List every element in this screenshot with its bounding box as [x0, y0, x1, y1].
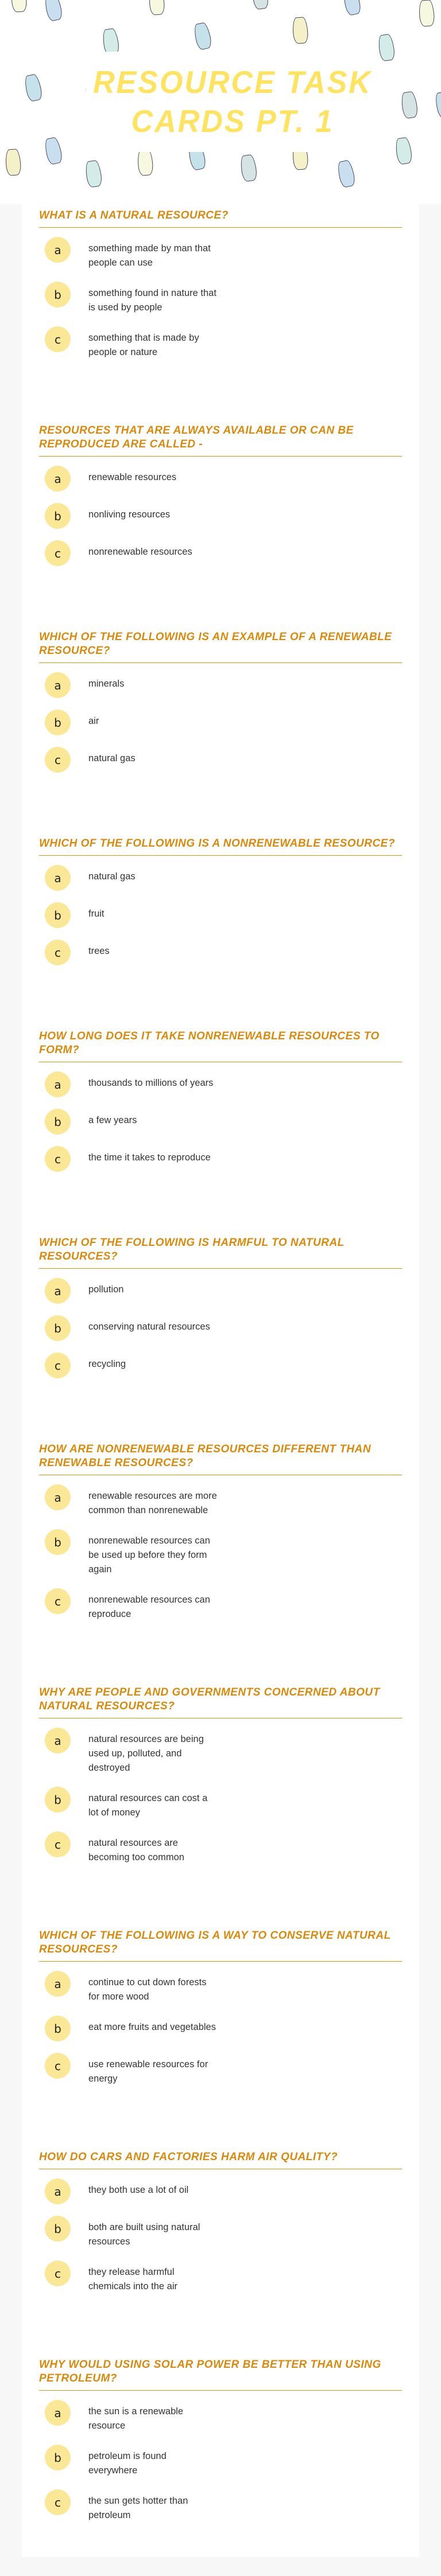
answer-options [39, 663, 402, 784]
answer-option-c[interactable] [45, 1353, 224, 1378]
option-text: they release harmful chemicals into the air [88, 2267, 177, 2291]
page-title-line-2: CARDS PT. 1 [131, 104, 334, 139]
option-letter-badge: a [45, 672, 71, 698]
option-letter-badge: b [45, 282, 71, 307]
answer-options [39, 228, 402, 371]
question-card [39, 1929, 402, 2098]
option-text: the sun gets hotter than petroleum [88, 2496, 188, 2520]
header-banner [0, 0, 441, 204]
answer-options [39, 1962, 402, 2098]
option-letter-badge: b [45, 503, 71, 529]
option-text: natural resources are becoming too common [88, 1838, 184, 1862]
question-title: WHY ARE PEOPLE AND GOVERNMENTS CONCERNED ABOUT NATURAL RESOURCES? [39, 1686, 402, 1718]
answer-option-a[interactable] [45, 1971, 224, 2004]
answer-options [39, 2169, 402, 2305]
answer-option-a[interactable] [45, 1071, 224, 1097]
raindrop-icon [5, 149, 21, 176]
option-letter-badge: c [45, 1353, 71, 1378]
option-text: minerals [88, 679, 125, 689]
answer-option-b[interactable] [45, 902, 224, 928]
answer-options [39, 457, 402, 578]
answer-option-a[interactable] [45, 237, 224, 270]
option-text: natural resources can cost a lot of money [88, 1793, 208, 1818]
answer-option-a[interactable] [45, 2400, 224, 2433]
question-card [39, 1443, 402, 1633]
option-letter-badge: c [45, 1146, 71, 1172]
answer-option-c[interactable] [45, 1831, 224, 1865]
option-text: petroleum is found everywhere [88, 2451, 167, 2476]
option-letter-badge: a [45, 237, 71, 263]
answer-option-c[interactable] [45, 1588, 224, 1622]
option-letter-badge: c [45, 1588, 71, 1614]
raindrop-icon [336, 159, 357, 188]
answer-option-b[interactable] [45, 2445, 224, 2478]
option-letter-badge: b [45, 710, 71, 735]
question-title: WHAT IS A NATURAL RESOURCE? [39, 209, 402, 228]
option-letter-badge: a [45, 1484, 71, 1510]
answer-option-a[interactable] [45, 1278, 224, 1304]
raindrop-icon [10, 0, 27, 13]
option-text: natural gas [88, 753, 136, 763]
title-box [86, 52, 379, 152]
raindrop-icon [434, 91, 441, 119]
answer-option-a[interactable] [45, 466, 224, 492]
answer-option-c[interactable] [45, 326, 224, 360]
answer-options [39, 2391, 402, 2534]
question-card [39, 2358, 402, 2534]
answer-option-c[interactable] [45, 2053, 224, 2086]
option-letter-badge: c [45, 540, 71, 566]
question-card [39, 1686, 402, 1876]
raindrop-icon [84, 159, 103, 188]
answer-option-a[interactable] [45, 672, 224, 698]
option-text: eat more fruits and vegetables [88, 2022, 216, 2032]
option-text: nonliving resources [88, 509, 171, 520]
answer-option-b[interactable] [45, 1109, 224, 1135]
option-text: they both use a lot of oil [88, 2185, 189, 2195]
raindrop-icon [239, 154, 258, 182]
option-letter-badge: b [45, 1109, 71, 1135]
answer-option-c[interactable] [45, 540, 224, 566]
question-card [39, 837, 402, 977]
option-text: thousands to millions of years [88, 1078, 214, 1088]
answer-option-c[interactable] [45, 2261, 224, 2294]
option-text: something made by man that people can use [88, 243, 211, 268]
answer-option-c[interactable] [45, 747, 224, 773]
answer-option-b[interactable] [45, 282, 224, 315]
option-letter-badge: a [45, 466, 71, 492]
option-text: a few years [88, 1115, 137, 1125]
answer-option-b[interactable] [45, 503, 224, 529]
option-letter-badge: c [45, 1831, 71, 1857]
raindrop-icon [394, 137, 413, 165]
question-title: RESOURCES THAT ARE ALWAYS AVAILABLE OR CAN BE REPRODUCED ARE CALLED - [39, 424, 402, 457]
option-text: use renewable resources for energy [88, 2059, 208, 2084]
raindrop-icon [418, 0, 435, 27]
question-card [39, 424, 402, 578]
question-card [39, 1236, 402, 1390]
page-title-line-1: RESOURCE TASK [93, 65, 372, 100]
question-title: WHICH OF THE FOLLOWING IS A NONRENEWABLE RESOURCE? [39, 837, 402, 856]
option-letter-badge: c [45, 940, 71, 965]
option-letter-badge: a [45, 1728, 71, 1753]
raindrop-icon [342, 0, 362, 16]
answer-option-c[interactable] [45, 940, 224, 965]
option-text: nonrenewable resources can reproduce [88, 1595, 210, 1619]
option-letter-badge: c [45, 326, 71, 352]
answer-option-a[interactable] [45, 1728, 224, 1775]
answer-option-b[interactable] [45, 2216, 224, 2249]
option-letter-badge: c [45, 2489, 71, 2515]
option-text: air [88, 716, 99, 726]
option-text: nonrenewable resources can be used up before they form again [88, 1536, 210, 1575]
option-text: natural gas [88, 871, 136, 882]
option-letter-badge: a [45, 1971, 71, 1997]
raindrop-icon [137, 149, 153, 176]
answer-options [39, 1269, 402, 1390]
option-letter-badge: c [45, 747, 71, 773]
option-text: the time it takes to reproduce [88, 1152, 211, 1163]
raindrop-icon [24, 73, 44, 102]
option-text: trees [88, 946, 110, 956]
option-letter-badge: b [45, 1787, 71, 1813]
raindrop-icon [44, 0, 64, 22]
option-letter-badge: a [45, 2179, 71, 2204]
option-letter-badge: a [45, 1071, 71, 1097]
question-title: WHY WOULD USING SOLAR POWER BE BETTER THAN USING PETROLEUM? [39, 2358, 402, 2391]
question-card [39, 2150, 402, 2305]
raindrop-icon [44, 137, 64, 165]
option-text: natural resources are being used up, polluted, and destroyed [88, 1734, 204, 1773]
option-letter-badge: c [45, 2261, 71, 2286]
question-title: WHICH OF THE FOLLOWING IS AN EXAMPLE OF A RENEWABLE RESOURCE? [39, 630, 402, 663]
question-title: HOW DO CARS AND FACTORIES HARM AIR QUALITY? [39, 2150, 402, 2169]
option-text: renewable resources are more common than nonrenewable [88, 1491, 217, 1515]
option-letter-badge: c [45, 2053, 71, 2079]
option-letter-badge: b [45, 2016, 71, 2041]
question-card [39, 630, 402, 784]
raindrop-icon [251, 0, 269, 10]
question-title: WHICH OF THE FOLLOWING IS HARMFUL TO NATURAL RESOURCES? [39, 1236, 402, 1269]
answer-option-b[interactable] [45, 1315, 224, 1341]
raindrop-icon [292, 17, 308, 44]
raindrop-icon [148, 0, 165, 15]
option-letter-badge: a [45, 2400, 71, 2426]
raindrop-icon [400, 91, 419, 119]
question-title: WHICH OF THE FOLLOWING IS A WAY TO CONSERVE NATURAL RESOURCES? [39, 1929, 402, 1962]
question-card [39, 209, 402, 371]
option-text: continue to cut down forests for more wood [88, 1977, 207, 2002]
option-text: recycling [88, 1359, 126, 1369]
answer-option-a[interactable] [45, 2179, 224, 2204]
option-letter-badge: b [45, 2445, 71, 2470]
option-text: fruit [88, 909, 105, 919]
raindrop-icon [377, 33, 396, 61]
answer-options [39, 1062, 402, 1183]
option-text: the sun is a renewable resource [88, 2406, 184, 2431]
option-text: renewable resources [88, 472, 177, 482]
option-letter-badge: b [45, 902, 71, 928]
option-text: something found in nature that is used by people [88, 288, 216, 313]
option-text: something that is made by people or nature [88, 333, 199, 357]
answer-options [39, 856, 402, 977]
option-text: nonrenewable resources [88, 547, 192, 557]
answer-option-c[interactable] [45, 1146, 224, 1172]
question-card [39, 1030, 402, 1183]
question-title: HOW LONG DOES IT TAKE NONRENEWABLE RESOURCES TO FORM? [39, 1030, 402, 1062]
option-letter-badge: b [45, 2216, 71, 2242]
answer-option-a[interactable] [45, 865, 224, 891]
option-letter-badge: a [45, 1278, 71, 1304]
answer-option-a[interactable] [45, 1484, 224, 1518]
option-text: pollution [88, 1284, 124, 1295]
answer-option-b[interactable] [45, 1529, 224, 1577]
option-text: conserving natural resources [88, 1322, 210, 1332]
answer-option-c[interactable] [45, 2489, 224, 2523]
answer-options [39, 1475, 402, 1633]
question-title: HOW ARE NONRENEWABLE RESOURCES DIFFERENT THAN RENEWABLE RESOURCES? [39, 1443, 402, 1475]
option-letter-badge: b [45, 1529, 71, 1555]
option-text: both are built using natural resources [88, 2222, 200, 2247]
option-letter-badge: b [45, 1315, 71, 1341]
raindrop-icon [193, 22, 213, 50]
task-card-list [22, 204, 419, 2557]
answer-option-b[interactable] [45, 710, 224, 735]
answer-option-b[interactable] [45, 2016, 224, 2041]
answer-option-b[interactable] [45, 1787, 224, 1820]
answer-options [39, 1718, 402, 1876]
option-letter-badge: a [45, 865, 71, 891]
